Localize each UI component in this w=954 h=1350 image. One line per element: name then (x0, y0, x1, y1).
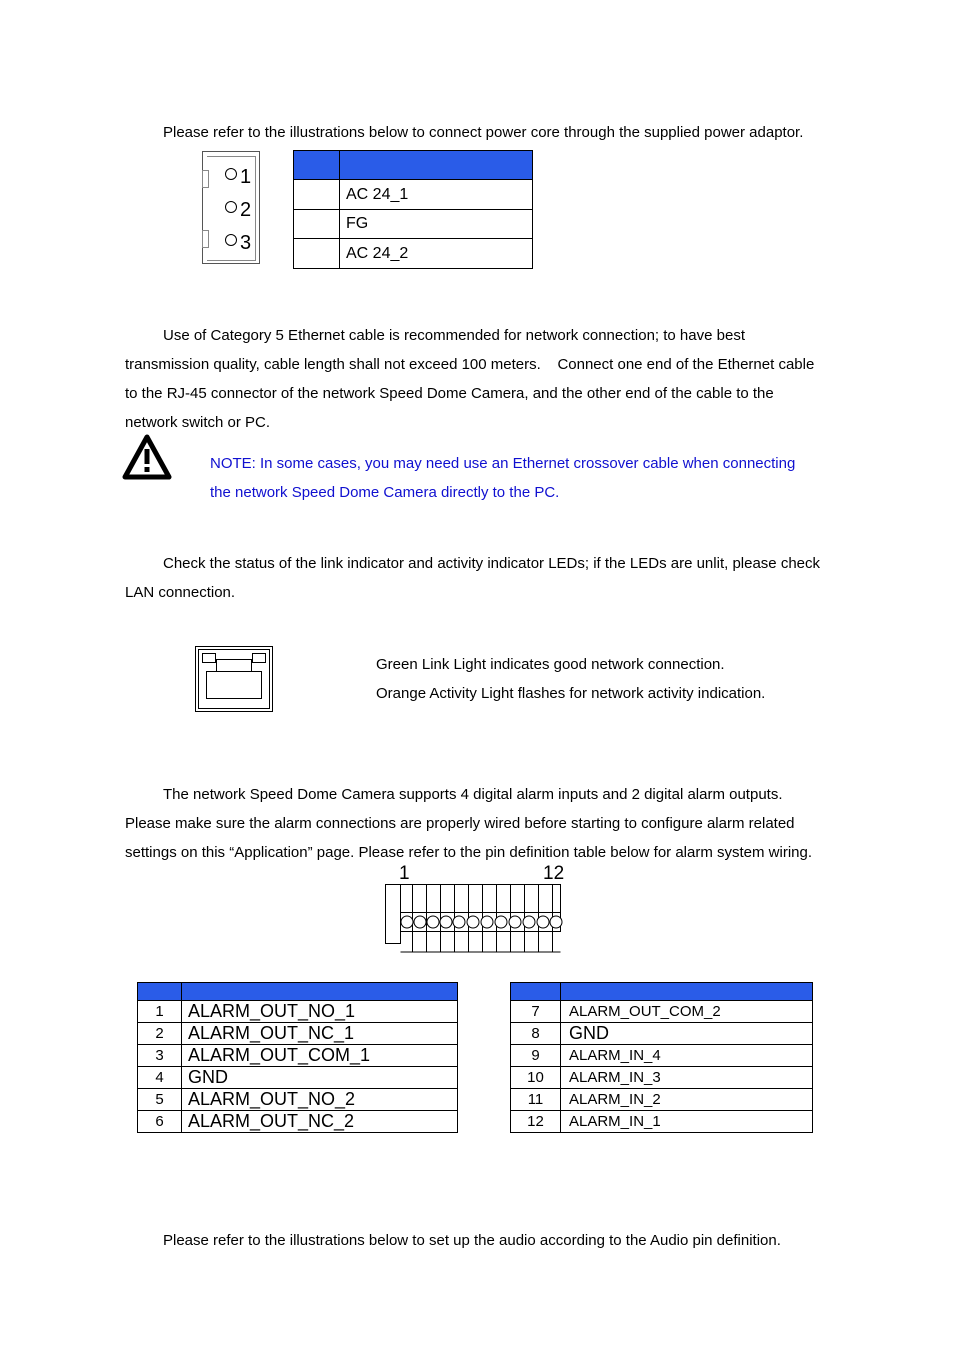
power-connector-illustration (202, 151, 260, 264)
ethernet-paragraph: Use of Category 5 Ethernet cable is recommended for network connection; to have best transmission quality, cable length shall not exceed 100 meters. Connect one end of the Ethernet cable to the RJ-45 connector of the network Speed Dome Camera, and the other end of the cable to the network switch or PC. (125, 327, 815, 431)
link-led-icon (202, 653, 216, 663)
table-row: 2 ALARM_OUT_NC_1 (138, 1023, 458, 1045)
table-row: 4 GND (138, 1067, 458, 1089)
green-link-text: Green Link Light indicates good network connection. (376, 656, 725, 673)
power-pin-table (293, 150, 533, 269)
activity-led-icon (252, 653, 266, 663)
pin-3-hole (225, 234, 237, 246)
table-header-row (294, 151, 533, 180)
alarm-pin-table-right (510, 982, 813, 1133)
terminal-label-1: 1 (399, 863, 410, 884)
table-header-row (138, 983, 458, 1001)
table-row: 7 ALARM_OUT_COM_2 (511, 1001, 813, 1023)
table-row: FG (294, 210, 533, 239)
warning-icon (122, 434, 172, 480)
power-intro: Please refer to the illustrations below to connect power core through the supplied power adaptor. (163, 124, 804, 141)
alarm-pin-table-left (137, 982, 458, 1133)
table-row: 10 ALARM_IN_3 (511, 1067, 813, 1089)
table-row: 3 ALARM_OUT_COM_1 (138, 1045, 458, 1067)
table-row: 8 GND (511, 1023, 813, 1045)
audio-intro: Please refer to the illustrations below to set up the audio according to the Audio pin definition. (163, 1232, 781, 1249)
pin-3-label: 3 (240, 232, 252, 254)
table-row: AC 24_2 (294, 239, 533, 269)
table-row: 6 ALARM_OUT_NC_2 (138, 1111, 458, 1133)
rj45-port-illustration (195, 646, 273, 712)
table-row: AC 24_1 (294, 180, 533, 210)
table-row: 11 ALARM_IN_2 (511, 1089, 813, 1111)
table-header-row (511, 983, 813, 1001)
pin-1-hole (225, 168, 237, 180)
table-row: 12 ALARM_IN_1 (511, 1111, 813, 1133)
terminal-label-12: 12 (543, 863, 565, 884)
orange-activity-text: Orange Activity Light flashes for network activity indication. (376, 685, 766, 702)
table-row: 1 ALARM_OUT_NO_1 (138, 1001, 458, 1023)
alarm-paragraph: The network Speed Dome Camera supports 4 digital alarm inputs and 2 digital alarm outputs. Please make sure the alarm connections are properly wired before starting to configure alarm related settings on this “Application” page. Please refer to the pin definition table below for alarm system wiring. (125, 786, 813, 861)
pin-2-hole (225, 201, 237, 213)
note-text: NOTE: In some cases, you may need use an Ethernet crossover cable when connecting the network Speed Dome Camera directly to the PC. (210, 455, 796, 501)
alarm-terminal-block-illustration (385, 884, 565, 954)
pin-1-label: 1 (240, 166, 252, 188)
led-paragraph: Check the status of the link indicator and activity indicator LEDs; if the LEDs are unlit, please check LAN connection. (125, 555, 820, 601)
table-row: 9 ALARM_IN_4 (511, 1045, 813, 1067)
led-description (376, 650, 765, 708)
table-row: 5 ALARM_OUT_NO_2 (138, 1089, 458, 1111)
pin-2-label: 2 (240, 199, 252, 221)
